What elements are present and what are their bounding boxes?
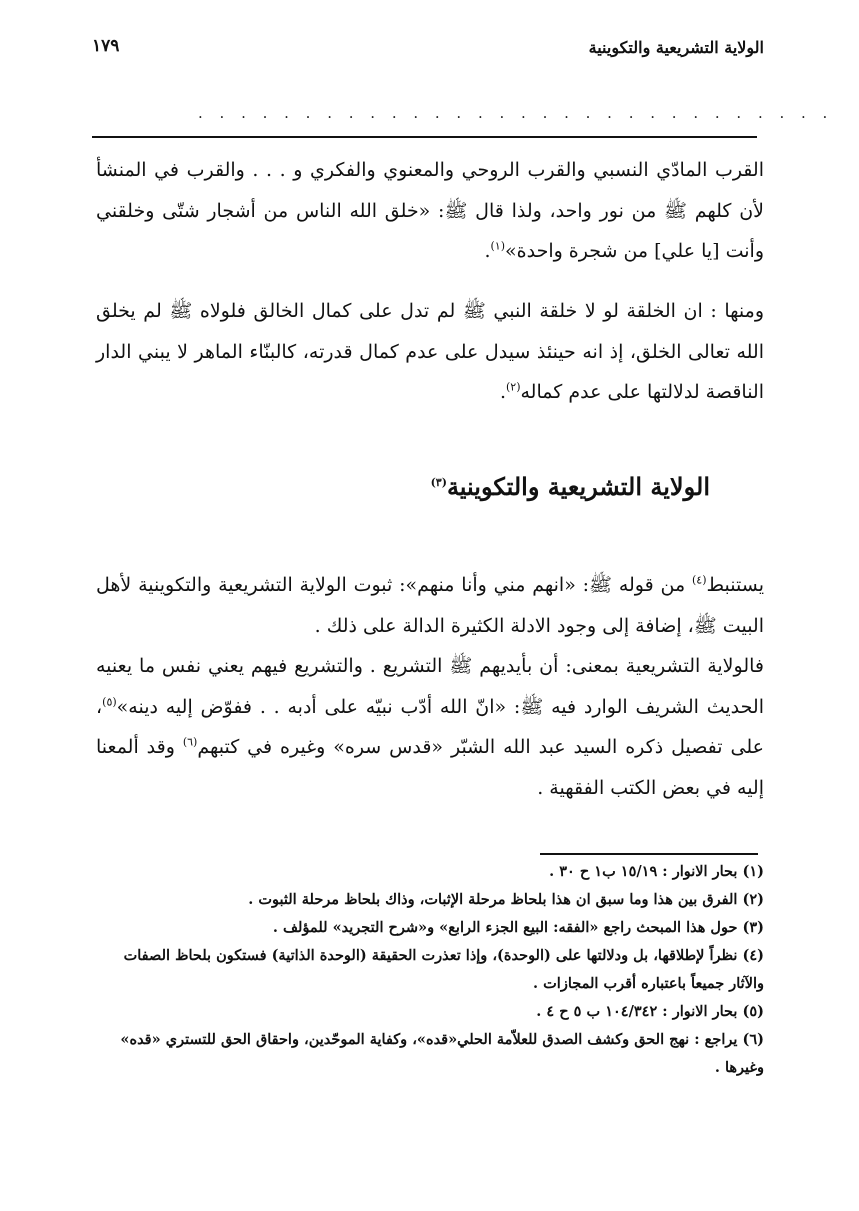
paragraph-1-end: . — [484, 240, 491, 262]
running-title: الولاية التشريعية والتكوينية — [588, 38, 764, 57]
footnote-5: (٥) بحار الانوار : ١٠٤/٣٤٢ ب ٥ ح ٤ . — [536, 1003, 764, 1020]
section-heading — [431, 472, 710, 501]
footnote-ref-6: (٦) — [182, 735, 198, 749]
footnote-ref-3: (٣) — [430, 476, 447, 489]
paragraph-3 — [96, 565, 764, 646]
paragraph-2 — [96, 291, 764, 413]
paragraph-3-start: يستنبط — [706, 574, 764, 596]
footnotes — [92, 858, 764, 1082]
paragraph-3-text: من قوله ﷺ: «انهم مني وأنا منهم»: ثبوت الولاية التشريعية والتكوينية لأهل البيت ﷺ، إضافة إلى وجود الادلة الكثيرة الدالة على ذلك . — [96, 574, 764, 637]
footnote-ref-2: (٢) — [505, 380, 521, 394]
section-heading-text: الولاية التشريعية والتكوينية — [446, 472, 710, 501]
footnote-2: (٢) الفرق بين هذا وما سبق ان هذا بلحاظ مرحلة الإثبات، وذاك بلحاظ مرحلة الثبوت . — [248, 891, 764, 908]
footnote-rule — [540, 853, 758, 855]
paragraph-2-text: ومنها : ان الخلقة لو لا خلقة النبي ﷺ لم تدل على كمال الخالق فلولاه ﷺ لم يخلق الله تعالى الخلق، إذ انه حينئذ سيدل على عدم كمال قدرته، كالبنّاء الماهر لا يبني الدار الناقصة لدلالتها على عدم كماله — [96, 300, 764, 403]
footnote-ref-1: (١) — [490, 239, 506, 253]
footnote-3: (٣) حول هذا المبحث راجع «الفقه: البيع الجزء الرابع» و«شرح التجريد» للمؤلف . — [272, 919, 764, 936]
paragraph-2-end: . — [499, 381, 506, 403]
paragraph-4-text-a: فالولاية التشريعية بمعنى: أن بأيديهم ﷺ التشريع . والتشريع فيهم يعني نفس ما يعنيه الحديث الشريف الوارد فيه ﷺ: «انّ الله أدّب نبيّه على أدبه . . ففوّض إليه دينه» — [96, 655, 764, 718]
footnote-1: (١) بحار الانوار : ١٥/١٩ ب١ ح ٣٠ . — [549, 863, 764, 880]
header-rule — [92, 136, 757, 138]
header-dots: . . . . . . . . . . . . . . . . . . . . . . . . . . . . . . — [198, 104, 834, 122]
paragraph-1 — [96, 150, 764, 272]
footnote-ref-4: (٤) — [692, 573, 707, 587]
footnote-6: (٦) يراجع : نهج الحق وكشف الصدق للعلاّمة الحلي«قده»، وكفاية الموحّدين، واحقاق الحق للتستري «قده» وغيرها . — [120, 1031, 764, 1076]
paragraph-4-text-c: وقد ألمعنا إليه في بعض الكتب الفقهية . — [96, 736, 764, 799]
footnote-ref-5: (٥) — [102, 695, 117, 709]
footnote-4: (٤) نظراً لإطلاقها، بل ودلالتها على (الوحدة)، وإذا تعذرت الحقيقة (الوحدة الذاتية) فستكون بلحاظ الصفات والآثار جميعاً باعتباره أقرب المجازات . — [123, 947, 764, 992]
page-number: ١٧٩ — [92, 36, 120, 56]
paragraph-1-text: القرب المادّي النسبي والقرب الروحي والمعنوي والفكري و . . . والقرب في المنشأ لأن كلهم ﷺ من نور واحد، ولذا قال ﷺ: «خلق الله الناس من أشجار شتّى وخلقني وأنت [يا علي] من شجرة واحدة» — [96, 159, 764, 262]
paragraph-4-text-b: ، على تفصيل ذكره السيد عبد الله الشبّر «قدس سره» وغيره في كتبهم — [96, 695, 764, 758]
paragraph-4 — [96, 646, 764, 808]
